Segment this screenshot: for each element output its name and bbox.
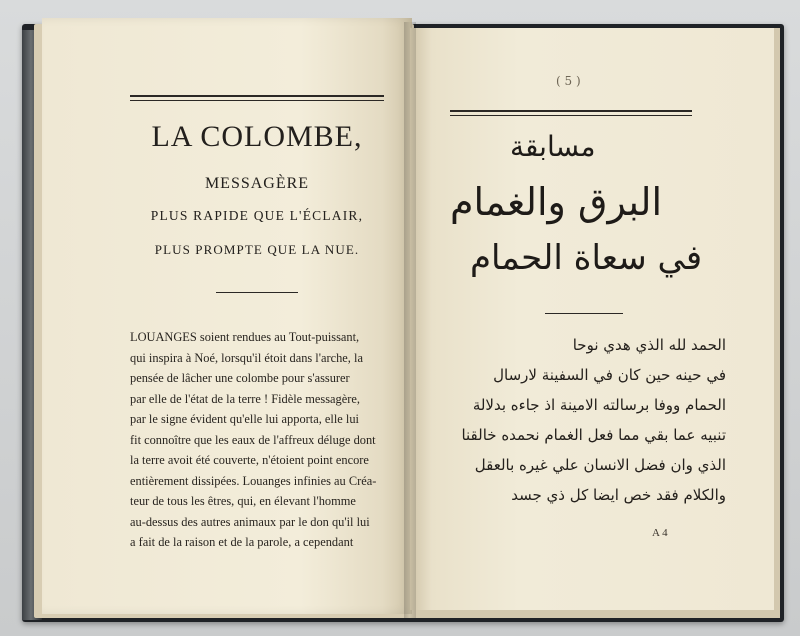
text-line: pensée de lâcher une colombe pour s'assurer — [130, 371, 350, 385]
top-thin-rule — [130, 100, 384, 101]
page-number: ( 5 ) — [556, 74, 581, 88]
text-line: entièrement dissipées. Louanges infinies au Créa- — [130, 473, 377, 488]
text-line: a fait de la raison et de la parole, a cependant — [130, 535, 354, 549]
text-line: au-dessus des autres animaux par le don qu'il lui — [130, 514, 370, 529]
arabic-heading-1: مسابقة — [510, 130, 596, 163]
arabic-text-line: تنبيه عما بقي مما فعل الغمام نحمده خالقنا — [461, 426, 726, 444]
arabic-heading-2: البرق والغمام — [450, 180, 663, 224]
text-line: par elle de l'état de la terre ! Fidèle messagère, — [130, 391, 360, 406]
text-line: la terre avoit été couverte, n'étoient point encore — [130, 453, 369, 467]
text-line: par le signe évident qu'elle lui apporta, elle lui — [130, 412, 359, 426]
arabic-text-line: والكلام فقد خص ايضا كل ذي جسد — [511, 486, 726, 504]
page-title: LA COLOMBE, — [151, 120, 363, 153]
section-rule — [216, 292, 298, 293]
page-subtitle: MESSAGÈRE — [204, 175, 310, 192]
text-line: qui inspira à Noé, lorsqu'il étoit dans l'arche, la — [130, 350, 363, 365]
left-body-text — [130, 327, 390, 553]
right-body-text — [461, 330, 726, 510]
book-gutter — [404, 22, 416, 618]
arabic-text-line: الذي وان فضل الانسان علي غيره بالعقل — [474, 456, 726, 474]
text-line: teur de tous les êtres, qui, en élevant l'homme — [130, 494, 356, 508]
right-top-double-rule — [450, 110, 692, 112]
arabic-heading-3: في سعاة الحمام — [470, 238, 703, 278]
arabic-text-line: الحمام ووفا برسالته الامينة اذ جاءه بدلالة — [472, 396, 726, 414]
top-double-rule — [130, 95, 384, 97]
right-top-thin-rule — [450, 115, 692, 116]
arabic-text-line: الحمد لله الذي هدي نوحا — [572, 336, 726, 354]
title-line-3: PLUS RAPIDE QUE L'ÉCLAIR, — [150, 208, 364, 223]
title-line-4: PLUS PROMPTE QUE LA NUE. — [154, 242, 360, 257]
signature-mark: A 4 — [652, 527, 668, 539]
text-line: LOUANGES soient rendues au Tout-puissant, — [130, 330, 360, 344]
right-section-rule — [545, 313, 623, 314]
text-line: fit connoître que les eaux de l'affreux déluge dont — [130, 432, 376, 447]
arabic-text-line: في حينه حين كان في السفينة لارسال — [493, 366, 726, 384]
